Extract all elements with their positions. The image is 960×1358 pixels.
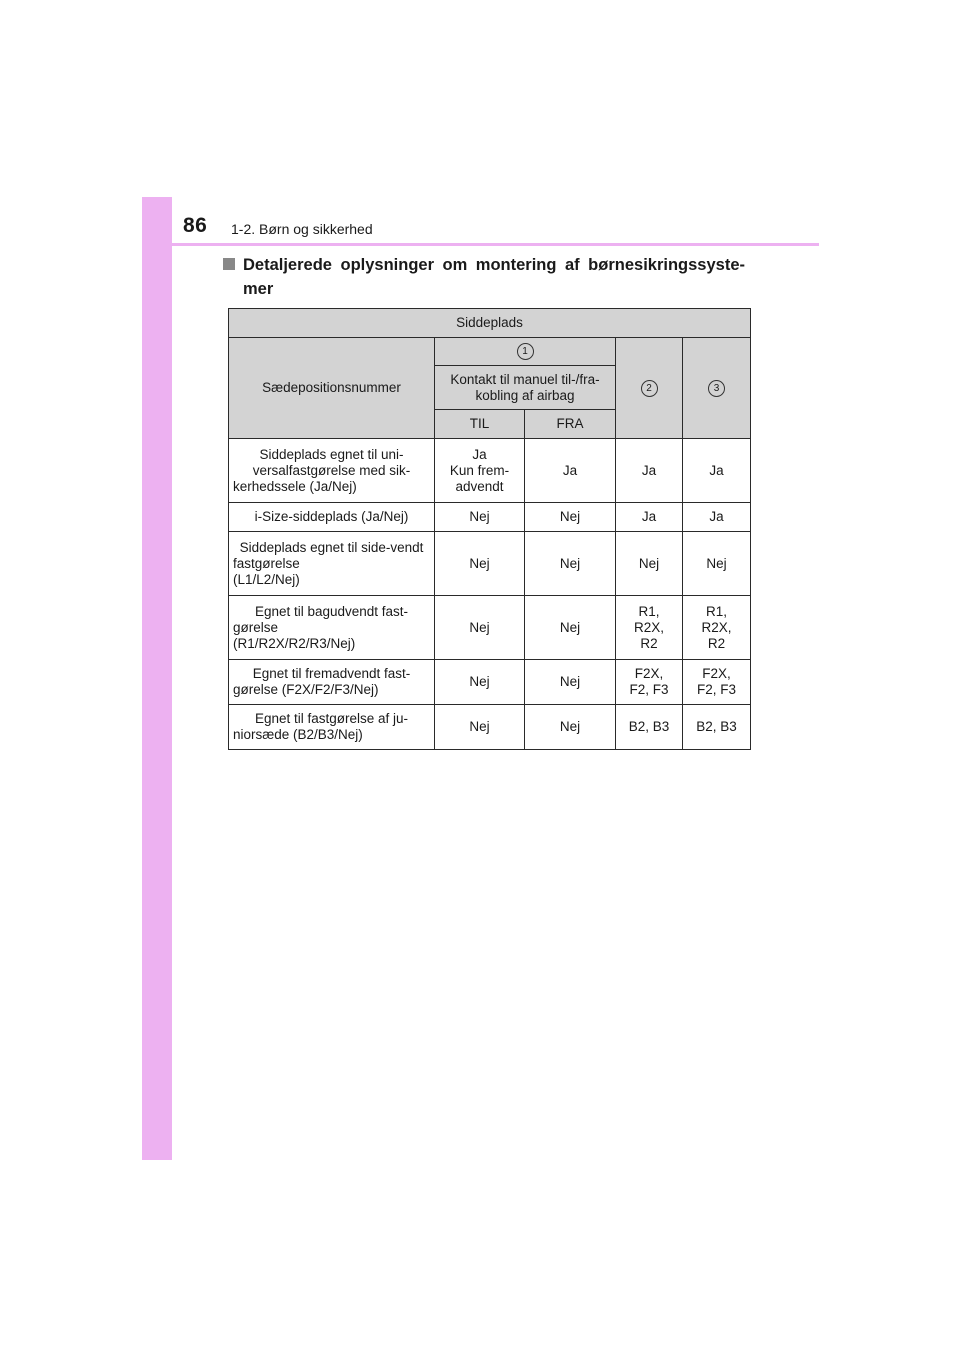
cell-til: Nej <box>435 532 525 596</box>
cell-position-2: B2, B3 <box>616 705 683 750</box>
cell-fra: Nej <box>525 705 616 750</box>
row-label: Siddeplads egnet til side-vendt fastgørelse (L1/L2/Nej) <box>229 532 435 596</box>
number-1-icon: 1 <box>517 343 534 360</box>
cell-position-3: R1, R2X, R2 <box>683 596 751 660</box>
cell-position-3: B2, B3 <box>683 705 751 750</box>
position-3-header <box>683 338 751 439</box>
cell-fra: Nej <box>525 532 616 596</box>
row-label: Siddeplads egnet til uni-versalfastgørelse med sik-kerhedssele (Ja/Nej) <box>229 439 435 503</box>
cell-fra: Nej <box>525 660 616 705</box>
position-1-header <box>435 338 616 366</box>
heading-bullet-icon <box>223 258 235 270</box>
cell-position-2: Nej <box>616 532 683 596</box>
til-header: TIL <box>435 410 525 439</box>
cell-position-3: F2X, F2, F3 <box>683 660 751 705</box>
cell-til: Ja Kun frem-advendt <box>435 439 525 503</box>
row-label: Egnet til bagudvendt fast-gørelse (R1/R2X/R2/R3/Nej) <box>229 596 435 660</box>
row-label: Egnet til fastgørelse af ju-niorsæde (B2/B3/Nej) <box>229 705 435 750</box>
cell-position-2: F2X, F2, F3 <box>616 660 683 705</box>
cell-position-2: Ja <box>616 503 683 532</box>
row-header-seat-position: Sædepositionsnummer <box>229 338 435 439</box>
number-2-icon: 2 <box>641 380 658 397</box>
cell-fra: Nej <box>525 596 616 660</box>
cell-position-3: Ja <box>683 503 751 532</box>
row-label: i-Size-siddeplads (Ja/Nej) <box>229 503 435 532</box>
cell-position-2: R1, R2X, R2 <box>616 596 683 660</box>
cell-til: Nej <box>435 705 525 750</box>
cell-fra: Nej <box>525 503 616 532</box>
header-divider <box>142 243 819 246</box>
cell-position-3: Nej <box>683 532 751 596</box>
row-label: Egnet til fremadvendt fast-gørelse (F2X/F2/F3/Nej) <box>229 660 435 705</box>
cell-til: Nej <box>435 596 525 660</box>
page-number: 86 <box>183 214 208 237</box>
position-2-header <box>616 338 683 439</box>
cell-til: Nej <box>435 503 525 532</box>
cell-position-2: Ja <box>616 439 683 503</box>
cell-position-3: Ja <box>683 439 751 503</box>
table-title: Siddeplads <box>229 309 751 338</box>
chapter-title: 1-2. Børn og sikkerhed <box>231 221 373 237</box>
number-3-icon: 3 <box>708 380 725 397</box>
section-heading: Detaljerede oplysninger om montering af børnesikringssyste-mer <box>243 256 745 298</box>
cell-til: Nej <box>435 660 525 705</box>
fra-header: FRA <box>525 410 616 439</box>
airbag-switch-header: Kontakt til manuel til-/fra-kobling af airbag <box>435 366 616 410</box>
side-color-bar <box>142 197 172 1160</box>
child-seat-table <box>228 308 751 750</box>
cell-fra: Ja <box>525 439 616 503</box>
